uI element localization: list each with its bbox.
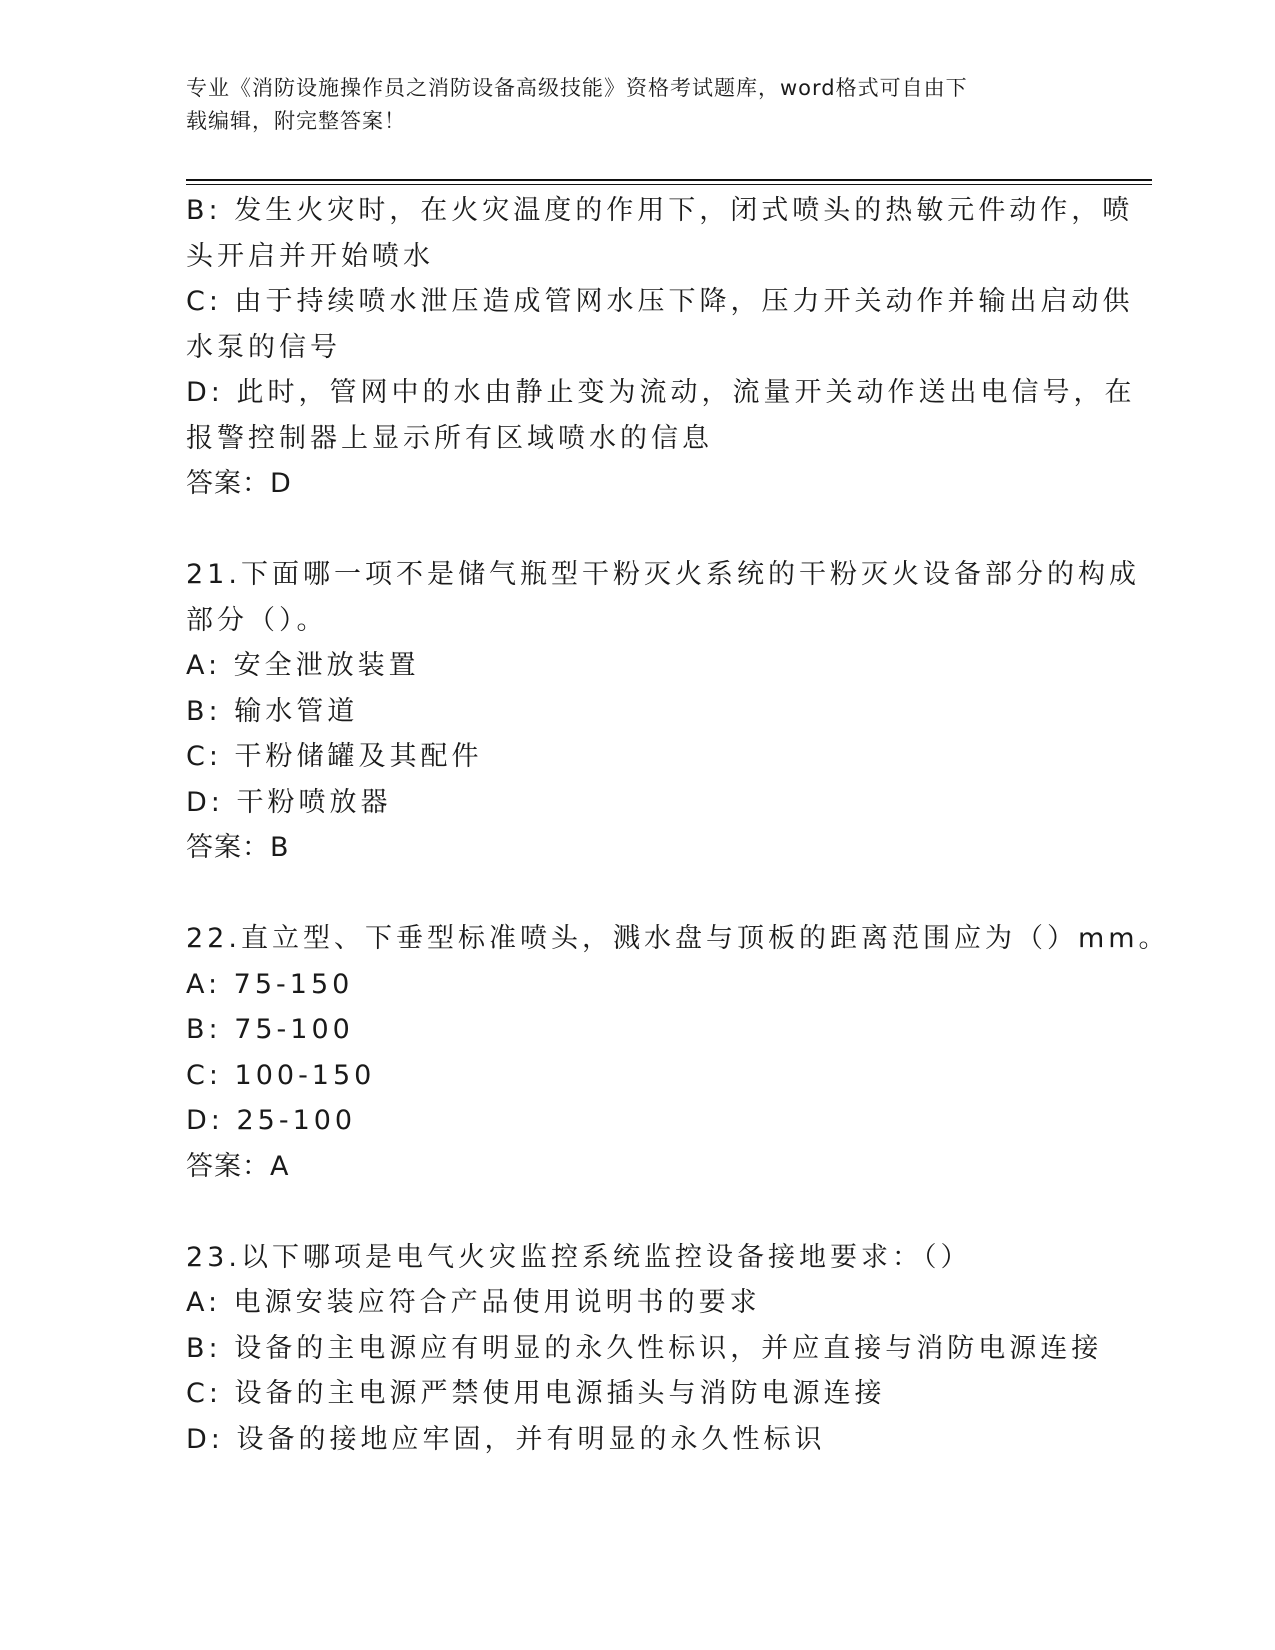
spacer: [186, 871, 1086, 917]
document-header: [186, 72, 1066, 138]
option-d-line-1: D: 此时，管网中的水由静止变为流动，流量开关动作送出电信号，在: [186, 377, 1136, 408]
question-22: [186, 916, 1170, 1189]
option-d: D: 25-100: [186, 1105, 357, 1136]
answer-label: 答案：B: [186, 832, 290, 863]
option-d-line-2: 报警控制器上显示所有区域喷水的信息: [186, 422, 713, 454]
spacer: [186, 1189, 1086, 1235]
option-a: A: 电源安装应符合产品使用说明书的要求: [186, 1287, 761, 1318]
option-c-line-1: C: 由于持续喷水泄压造成管网水压下降，压力开关动作并输出启动供: [186, 286, 1134, 317]
option-d: D: 干粉喷放器: [186, 786, 392, 818]
option-c-line-2: 水泵的信号: [186, 331, 341, 363]
option-a: A: 75-150: [186, 968, 354, 1000]
question-23: [186, 1235, 1103, 1463]
option-a: A: 安全泄放装置: [186, 650, 420, 681]
question-stem-line-2: 部分（）。: [186, 604, 328, 636]
option-b-line-1: B: 发生火灾时，在火灾温度的作用下，闭式喷头的热敏元件动作，喷: [186, 195, 1134, 226]
option-c: C: 100-150: [186, 1059, 376, 1091]
option-b: B: 设备的主电源应有明显的永久性标识，并应直接与消防电源连接: [186, 1332, 1103, 1364]
header-line-2: 载编辑，附完整答案！: [186, 109, 406, 133]
option-b: B: 75-100: [186, 1014, 354, 1045]
header-line-1: 专业《消防设施操作员之消防设备高级技能》资格考试题库，word格式可自由下: [186, 76, 968, 100]
option-c: C: 设备的主电源严禁使用电源插头与消防电源连接: [186, 1378, 886, 1409]
header-divider-thick: [186, 179, 1152, 181]
question-stem: 23.以下哪项是电气火灾监控系统监控设备接地要求：（）: [186, 1241, 972, 1273]
option-c: C: 干粉储罐及其配件: [186, 741, 483, 772]
answer-label: 答案：A: [186, 1150, 290, 1182]
option-d: D: 设备的接地应牢固，并有明显的永久性标识: [186, 1423, 826, 1455]
question-stem-line-1: 21.下面哪一项不是储气瓶型干粉灭火系统的干粉灭火设备部分的构成: [186, 559, 1140, 590]
spacer: [186, 507, 1086, 553]
question-stem: 22.直立型、下垂型标准喷头，溅水盘与顶板的距离范围应为（）mm。: [186, 923, 1170, 954]
document-body: [186, 188, 1170, 1462]
question-20-tail: [186, 188, 1136, 507]
option-b-line-2: 头开启并开始喷水: [186, 240, 434, 272]
header-divider-thin: [186, 184, 1152, 185]
option-b: B: 输水管道: [186, 695, 359, 727]
question-21: [186, 552, 1140, 871]
answer-label: 答案：D: [186, 468, 292, 499]
